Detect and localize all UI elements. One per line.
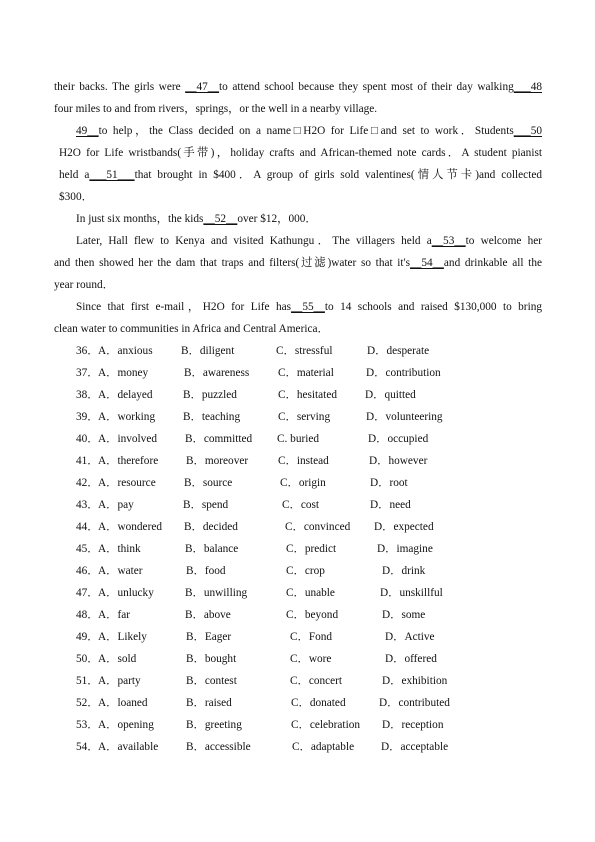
option-d: D．occupied <box>368 433 429 445</box>
blank-53: __53__ <box>431 235 466 247</box>
option-c: C．donated <box>291 697 346 709</box>
passage-line <box>54 102 542 116</box>
option-a: A．resource <box>98 477 156 489</box>
option-b: B．spend <box>183 499 229 511</box>
option-c: C．cost <box>282 499 320 511</box>
question-number: 45． <box>76 543 99 555</box>
option-d: D．quitted <box>365 389 416 401</box>
option-d: D．volunteering <box>366 411 443 423</box>
option-c: C．celebration <box>291 719 361 731</box>
option-c: C．convinced <box>285 521 351 533</box>
option-a: A．delayed <box>98 389 153 401</box>
question-number: 47． <box>76 587 99 599</box>
question-number: 39． <box>76 411 99 423</box>
option-b: B．puzzled <box>183 389 237 401</box>
option-b: B．contest <box>186 675 237 687</box>
passage-text: to welcome her <box>465 235 542 247</box>
option-d: D．need <box>370 499 411 511</box>
option-c: C．Fond <box>290 631 333 643</box>
option-c: C．adaptable <box>292 741 355 753</box>
passage-text: to help，the Class decided on a name□H2O for Life□and set to work．Students <box>98 125 514 137</box>
question-number: 53． <box>76 719 99 731</box>
option-d: D．drink <box>382 565 426 577</box>
passage-line <box>76 212 564 226</box>
passage-line <box>54 80 542 94</box>
option-d: D．unskillful <box>380 587 443 599</box>
option-b: B．source <box>184 477 233 489</box>
option-c: C．unable <box>286 587 335 599</box>
option-a: A．involved <box>98 433 157 445</box>
option-b: B．moreover <box>186 455 249 467</box>
option-d: D．offered <box>385 653 437 665</box>
blank-48: ___48 <box>513 81 542 93</box>
option-a: A．sold <box>98 653 137 665</box>
question-number: 36． <box>76 345 99 357</box>
option-c: C．crop <box>286 565 325 577</box>
blank-47: __47__ <box>185 81 220 93</box>
passage-text: to attend school because they spent most of their day walking <box>219 81 514 93</box>
question-number: 46． <box>76 565 99 577</box>
option-b: B．above <box>185 609 231 621</box>
option-d: D．contribution <box>366 367 441 379</box>
passage-line <box>54 322 542 336</box>
option-a: A．working <box>98 411 156 423</box>
question-number: 38． <box>76 389 99 401</box>
option-c: C．beyond <box>286 609 339 621</box>
option-b: B．food <box>186 565 226 577</box>
blank-50: ___50 <box>513 125 542 137</box>
option-c: C．instead <box>278 455 329 467</box>
option-d: D．reception <box>382 719 444 731</box>
option-a: A．money <box>98 367 149 379</box>
passage-text: and drinkable all the <box>443 257 542 269</box>
passage-text: their backs. The girls were <box>54 81 186 93</box>
option-b: B．raised <box>186 697 232 709</box>
option-c: C．wore <box>290 653 332 665</box>
passage-text: four miles to and from rivers，springs，or the well in a nearby village. <box>54 103 378 115</box>
option-a: A．far <box>98 609 130 621</box>
blank-52: __52__ <box>203 213 238 225</box>
option-b: B．balance <box>185 543 239 555</box>
option-d: D．however <box>369 455 428 467</box>
option-c: C. buried <box>277 433 320 445</box>
passage-line <box>76 124 542 138</box>
option-a: A．available <box>98 741 159 753</box>
option-b: B．diligent <box>181 345 235 357</box>
option-b: B．accessible <box>186 741 251 753</box>
option-d: D．imagine <box>377 543 433 555</box>
question-number: 54． <box>76 741 99 753</box>
option-d: D．acceptable <box>381 741 449 753</box>
option-d: D．exhibition <box>382 675 448 687</box>
passage-text: Later, Hall flew to Kenya and visited Kathungu．The villagers held a <box>76 235 432 247</box>
option-a: A．wondered <box>98 521 162 533</box>
passage-line <box>76 234 542 248</box>
option-b: B．decided <box>184 521 238 533</box>
blank-51: ___51___ <box>89 169 135 181</box>
option-a: A．think <box>98 543 141 555</box>
option-a: A．pay <box>98 499 134 511</box>
passage-text: year round． <box>54 279 114 291</box>
option-a: A．anxious <box>98 345 153 357</box>
option-b: B．Eager <box>186 631 232 643</box>
option-d: D．desperate <box>367 345 430 357</box>
option-d: D．some <box>382 609 426 621</box>
passage-text: that brought in $400．A group of girls sold valentines(情人节卡)and collected <box>134 169 542 181</box>
blank-49: 49__ <box>76 125 99 137</box>
passage-line <box>59 190 547 204</box>
option-b: B．greeting <box>186 719 242 731</box>
question-number: 49． <box>76 631 99 643</box>
option-b: B．bought <box>186 653 237 665</box>
passage-text: $300． <box>59 191 93 203</box>
question-number: 41． <box>76 455 99 467</box>
blank-55: __55__ <box>291 301 325 313</box>
passage-text: over $12，000． <box>237 213 317 225</box>
option-c: C．stressful <box>276 345 333 357</box>
option-a: A．party <box>98 675 141 687</box>
option-d: D．root <box>370 477 408 489</box>
passage-text: clean water to communities in Africa and Central America． <box>54 323 329 335</box>
blank-54: __54__ <box>410 257 444 269</box>
question-number: 42． <box>76 477 99 489</box>
option-c: C．hesitated <box>278 389 337 401</box>
option-a: A．water <box>98 565 143 577</box>
passage-text: held a <box>59 169 90 181</box>
option-c: C．serving <box>278 411 331 423</box>
option-b: B．teaching <box>183 411 241 423</box>
passage-text: Since that first e-mail，H2O for Life has <box>76 301 292 313</box>
passage-line <box>59 168 542 182</box>
option-a: A．Likely <box>98 631 147 643</box>
passage-line <box>54 278 542 292</box>
option-b: B．committed <box>185 433 253 445</box>
question-number: 43． <box>76 499 99 511</box>
option-d: D．expected <box>374 521 434 533</box>
option-a: A．therefore <box>98 455 159 467</box>
passage-line <box>59 146 542 160</box>
option-c: C．concert <box>290 675 343 687</box>
question-number: 50． <box>76 653 99 665</box>
question-number: 44． <box>76 521 99 533</box>
passage-line <box>54 256 542 270</box>
passage-line <box>76 300 542 314</box>
option-c: C．predict <box>286 543 337 555</box>
passage-text: H2O for Life wristbands(手带)，holiday crafts and African-themed note cards．A student pianist <box>59 147 542 159</box>
option-b: B．unwilling <box>185 587 248 599</box>
question-number: 52． <box>76 697 99 709</box>
question-number: 40． <box>76 433 99 445</box>
question-number: 48． <box>76 609 99 621</box>
option-c: C．origin <box>280 477 326 489</box>
option-a: A．unlucky <box>98 587 154 599</box>
passage-text: In just six months，the kids <box>76 213 204 225</box>
question-number: 37． <box>76 367 99 379</box>
option-d: D．Active <box>385 631 435 643</box>
option-a: A．opening <box>98 719 154 731</box>
option-d: D．contributed <box>379 697 450 709</box>
option-c: C．material <box>278 367 334 379</box>
option-a: A．loaned <box>98 697 148 709</box>
passage-text: and then showed her the dam that traps and filters(过滤)water so that it's <box>54 257 411 269</box>
question-number: 51． <box>76 675 99 687</box>
option-b: B．awareness <box>184 367 250 379</box>
passage-text: to 14 schools and raised $130,000 to bring <box>324 301 543 313</box>
